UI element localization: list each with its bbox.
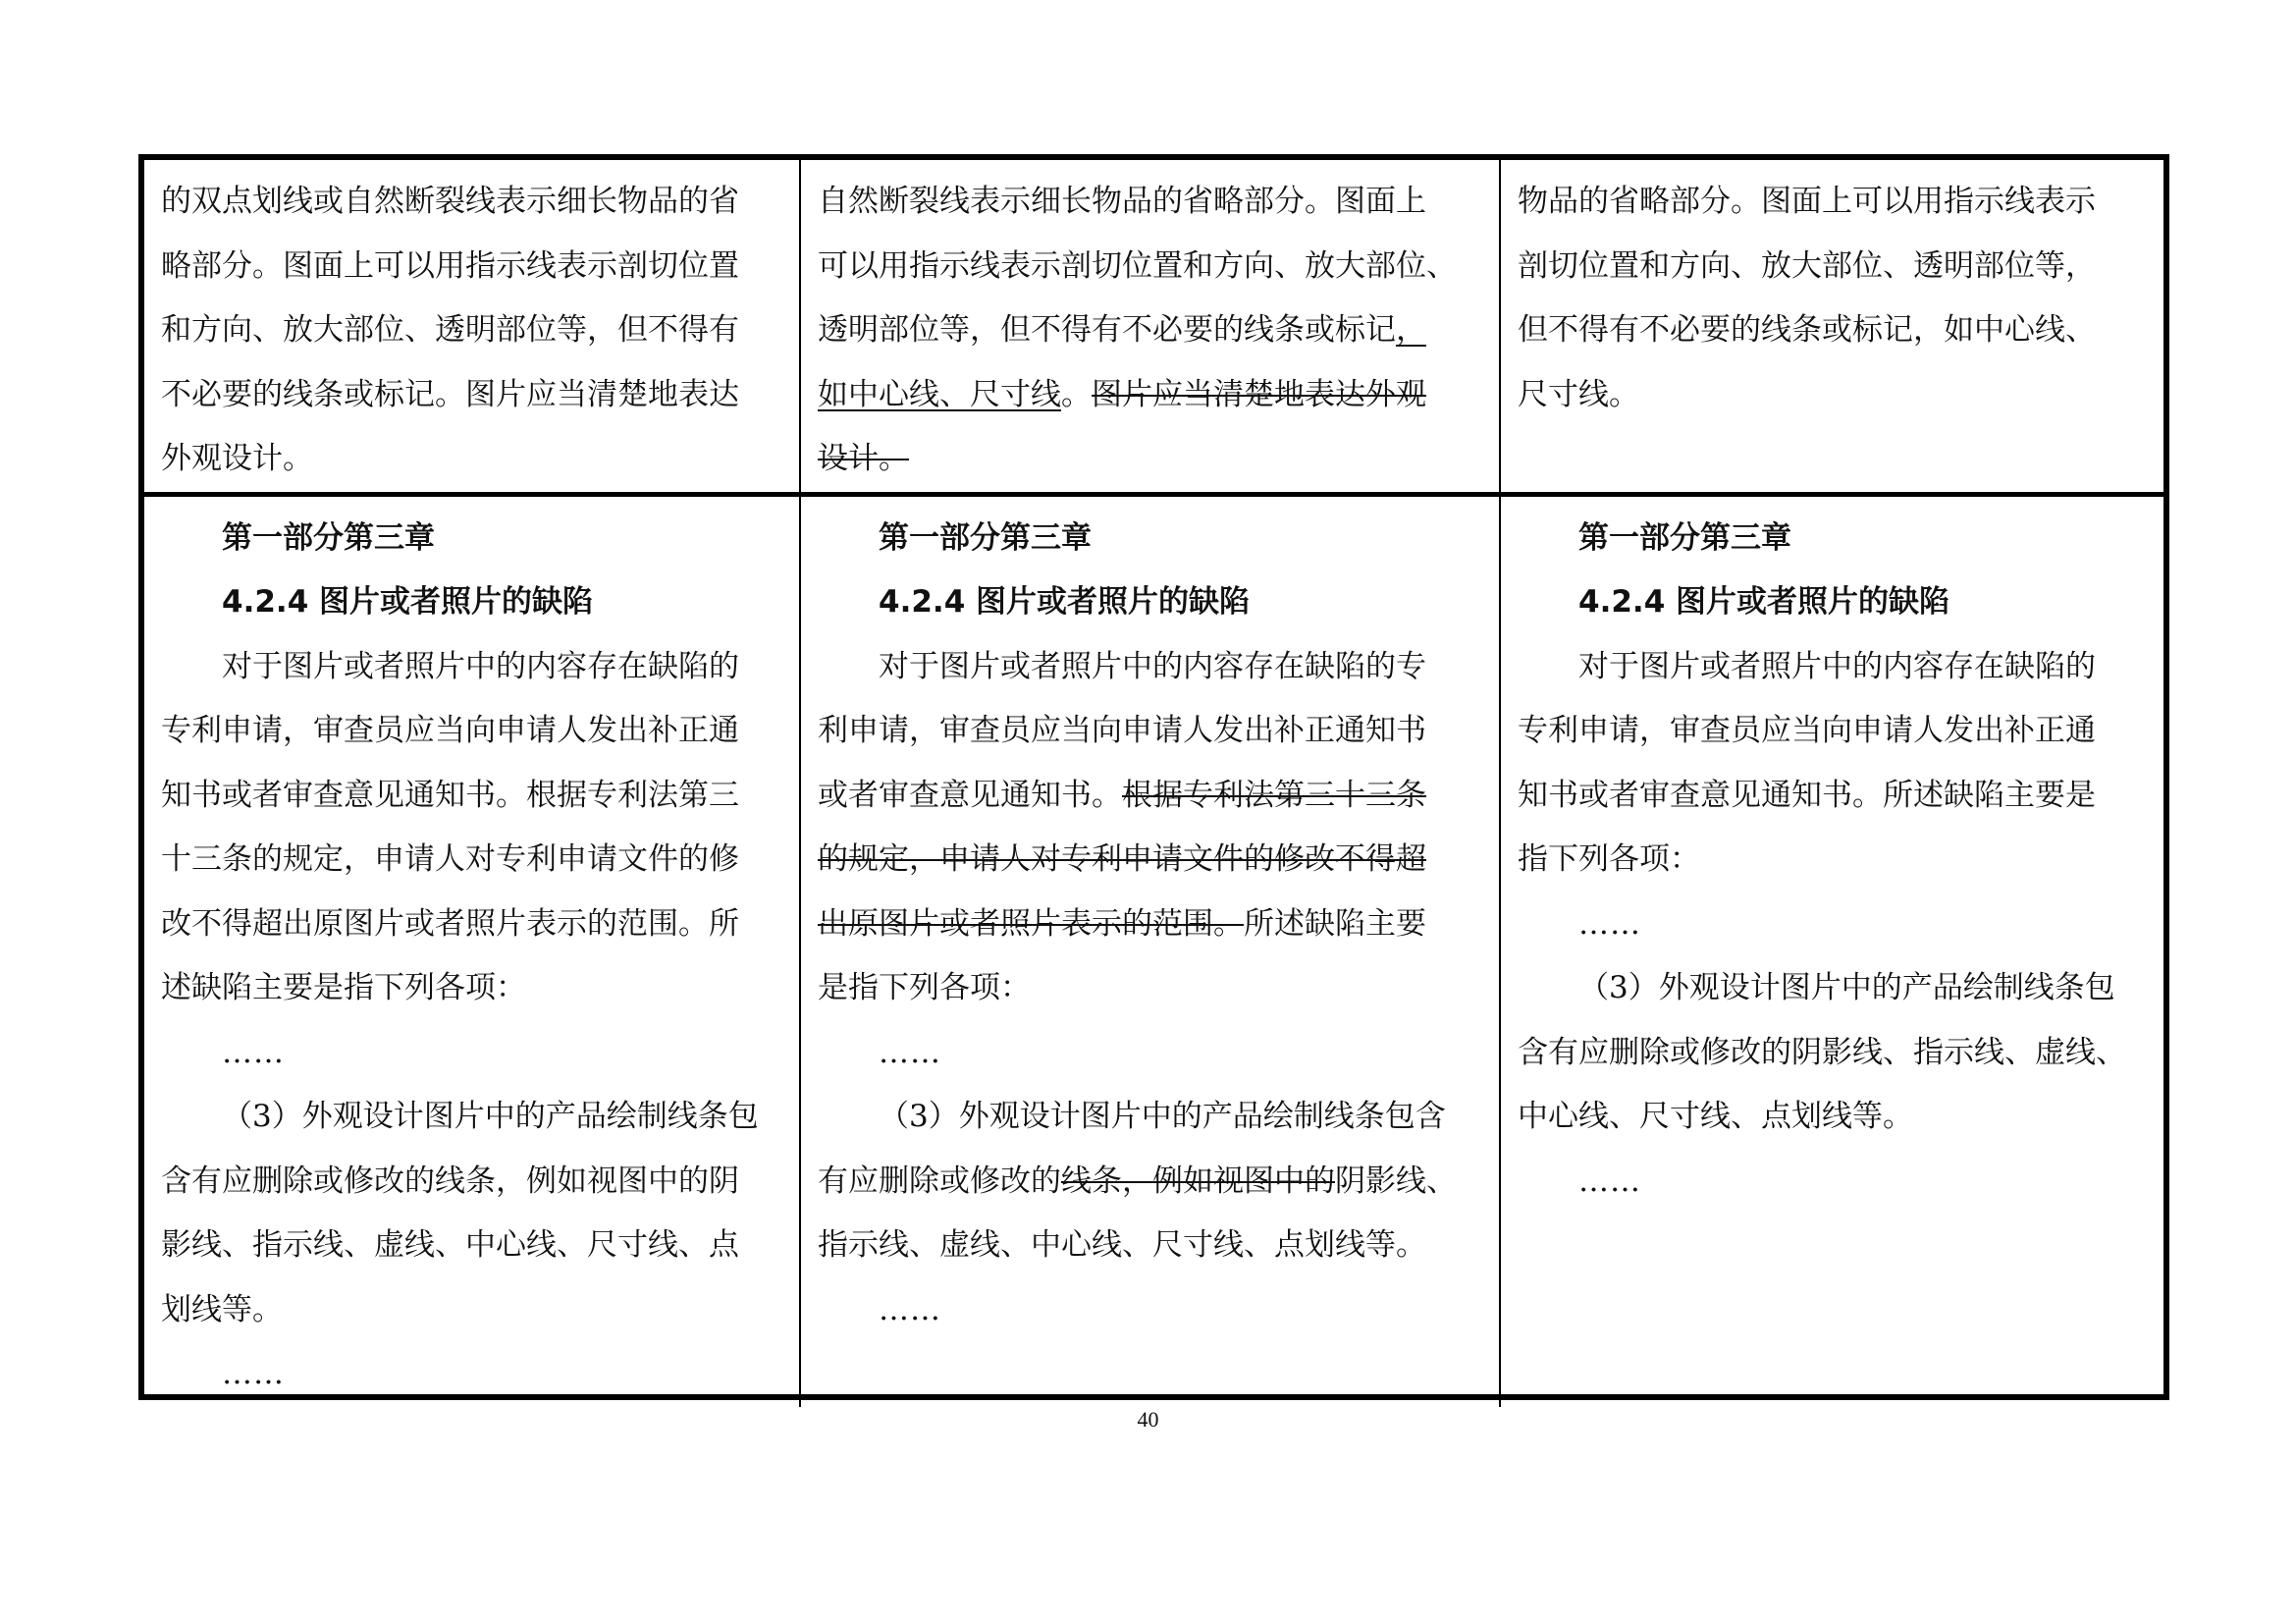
text-line (818, 764, 1487, 829)
ellipsis: …… (879, 1291, 941, 1327)
text-line (818, 893, 1487, 957)
text-deleted: 设计。 (818, 441, 909, 476)
text-plain: 所述缺陷主要 (1244, 905, 1426, 942)
section-heading: 4.2.4 图片或者照片的缺陷 (222, 584, 594, 620)
text-line: 专利申请，审查员应当向申请人发出补正通 (1518, 713, 2096, 748)
chapter-heading: 第一部分第三章 (879, 519, 1092, 556)
text-line: 知书或者审查意见通知书。所述缺陷主要是 (1518, 777, 2096, 813)
text-deleted: 出原图片或者照片表示的范围。 (818, 905, 1244, 942)
cell-top-revised-clean (1500, 160, 2163, 494)
ellipsis: …… (1578, 905, 1641, 942)
text-deleted: 图片应当清楚地表达外观 (1092, 376, 1426, 412)
text-line: 影线、指示线、虚线、中心线、尺寸线、点 (161, 1227, 739, 1263)
text-line: 改不得超出原图片或者照片表示的范围。所 (161, 905, 739, 942)
text-inserted: 如中心线、尺寸线 (818, 376, 1061, 412)
text-plain: 透明部位等，但不得有不必要的线条或标记 (818, 312, 1396, 348)
cell-bottom-revised-marked (800, 494, 1500, 1407)
text-line: （3）外观设计图片中的产品绘制线条包 (1578, 970, 2115, 1005)
ellipsis: …… (1578, 1163, 1641, 1199)
text-deleted: 根据专利法第三十三条 (1122, 777, 1426, 813)
text-line: 略部分。图面上可以用指示线表示剖切位置 (161, 247, 739, 284)
chapter-heading: 第一部分第三章 (1578, 519, 1791, 556)
text-line: 和方向、放大部位、透明部位等，但不得有 (161, 312, 739, 348)
text-plain: 阴影线、 (1335, 1163, 1457, 1199)
text-line: 指示线、虚线、中心线、尺寸线、点划线等。 (818, 1227, 1426, 1263)
text-line: 的双点划线或自然断裂线表示细长物品的省 (161, 184, 739, 219)
text-line: 对于图片或者照片中的内容存在缺陷的专 (879, 648, 1426, 684)
table-row-bottom (144, 494, 2163, 1407)
comparison-table (138, 154, 2169, 1400)
text-line: 利申请，审查员应当向申请人发出补正通知书 (818, 713, 1426, 748)
text-line: 专利申请，审查员应当向申请人发出补正通 (161, 713, 739, 748)
text-line: 含有应删除或修改的线条，例如视图中的阴 (161, 1163, 739, 1199)
ellipsis: …… (222, 1034, 285, 1070)
text-line: 对于图片或者照片中的内容存在缺陷的 (222, 648, 739, 684)
text-line: （3）外观设计图片中的产品绘制线条包含 (879, 1099, 1446, 1134)
text-line: 十三条的规定，申请人对专利申请文件的修 (161, 841, 739, 877)
text-line: 自然断裂线表示细长物品的省略部分。图面上 (818, 184, 1426, 219)
text-line: 划线等。 (161, 1291, 283, 1327)
cell-top-original (144, 160, 800, 494)
section-heading: 4.2.4 图片或者照片的缺陷 (1578, 584, 1950, 620)
cell-bottom-revised-clean (1500, 494, 2163, 1407)
text-line (818, 363, 1487, 428)
text-plain: 有应删除或修改的 (818, 1163, 1061, 1199)
text-line: 尺寸线。 (1518, 376, 1639, 412)
table-row-top (144, 160, 2163, 494)
page-number: 40 (1137, 1407, 1159, 1432)
comparison-table-grid (144, 160, 2163, 1407)
text-deleted: 的规定，申请人对专利申请文件的修改不得超 (818, 841, 1426, 877)
text-line: 含有应删除或修改的阴影线、指示线、虚线、 (1518, 1034, 2126, 1070)
text-line (818, 298, 1487, 363)
ellipsis: …… (879, 1034, 941, 1070)
text-deleted: 线条，例如视图中的 (1061, 1163, 1335, 1199)
text-line: 是指下列各项： (818, 970, 1031, 1005)
text-plain: 或者审查意见通知书。 (818, 777, 1122, 813)
cell-bottom-original (144, 494, 800, 1407)
cell-top-revised-marked (800, 160, 1500, 494)
text-line: 可以用指示线表示剖切位置和方向、放大部位、 (818, 247, 1457, 284)
text-line: 外观设计。 (161, 441, 313, 476)
text-line: 知书或者审查意见通知书。根据专利法第三 (161, 777, 739, 813)
ellipsis: …… (222, 1356, 285, 1391)
section-heading: 4.2.4 图片或者照片的缺陷 (879, 584, 1251, 620)
text-line: 但不得有不必要的线条或标记，如中心线、 (1518, 312, 2096, 348)
text-line: 不必要的线条或标记。图片应当清楚地表达 (161, 376, 739, 412)
text-line (818, 828, 1487, 893)
text-line (818, 1150, 1487, 1215)
text-line: （3）外观设计图片中的产品绘制线条包 (222, 1099, 759, 1134)
text-line: 对于图片或者照片中的内容存在缺陷的 (1578, 648, 2096, 684)
text-line: 中心线、尺寸线、点划线等。 (1518, 1099, 1913, 1134)
text-line: 剖切位置和方向、放大部位、透明部位等， (1518, 247, 2096, 284)
text-line: 物品的省略部分。图面上可以用指示线表示 (1518, 184, 2096, 219)
chapter-heading: 第一部分第三章 (222, 519, 435, 556)
text-line (818, 427, 1487, 492)
text-inserted: ， (1396, 312, 1426, 348)
text-line: 指下列各项： (1518, 841, 1700, 877)
text-line: 述缺陷主要是指下列各项： (161, 970, 526, 1005)
text-plain: 。 (1061, 376, 1092, 412)
